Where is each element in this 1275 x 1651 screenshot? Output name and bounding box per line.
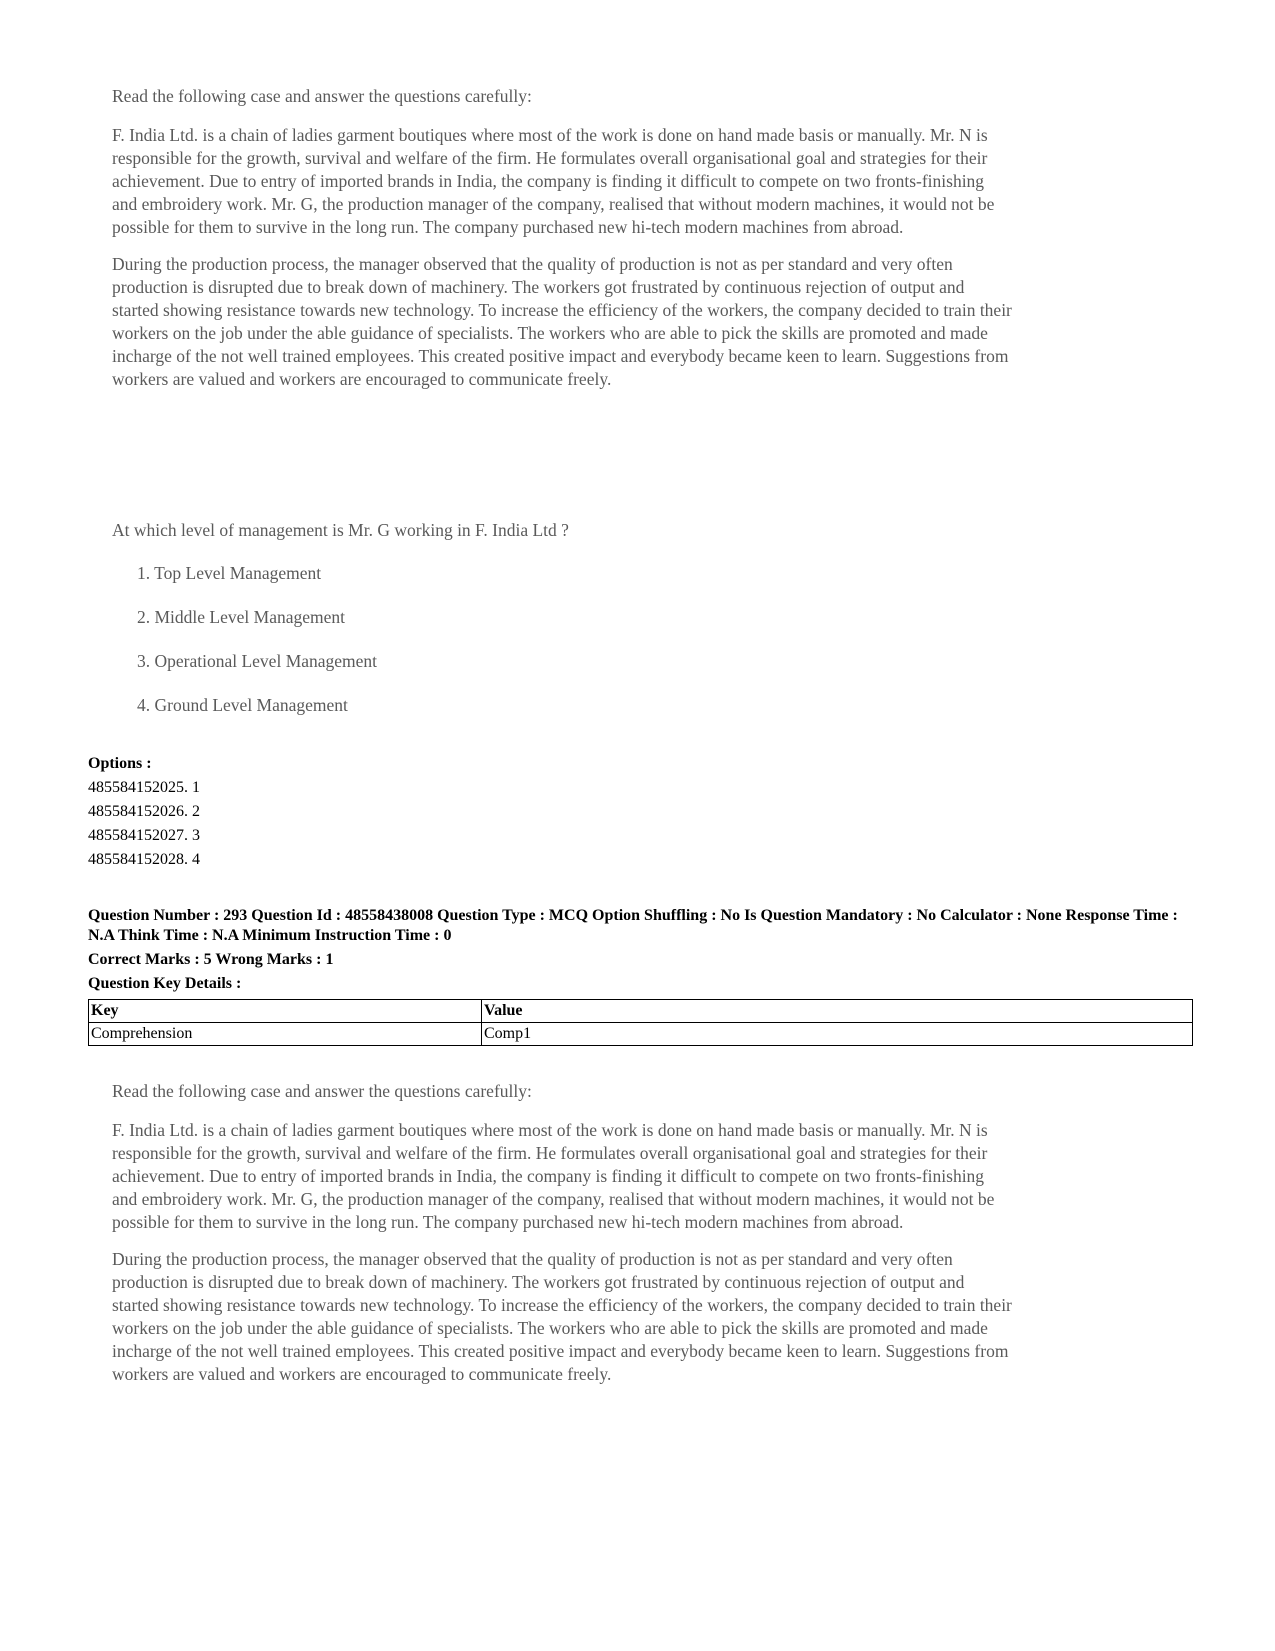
case-paragraph-1: F. India Ltd. is a chain of ladies garment boutiques where most of the work is done on hand made basis or manually. Mr. N is responsible for the growth, survival and welfare of the firm. He formulates overall organisational goal and strategies for their achievement. Due to entry of imported brands in India, the company is finding it difficult to compete on two fronts-finishing and embroidery work. Mr. G, the production manager of the company, realised that without modern machines, it would not be possible for them to survive in the long run. The company purchased new hi-tech modern machines from abroad. bbox=[112, 1120, 995, 1232]
marks-line: Correct Marks : 5 Wrong Marks : 1 bbox=[88, 951, 334, 968]
options-block bbox=[88, 752, 200, 872]
key-details-label: Question Key Details : bbox=[88, 975, 242, 992]
case-passage-image-1 bbox=[112, 85, 1012, 405]
case-heading: Read the following case and answer the questions carefully: bbox=[112, 86, 532, 106]
option-item: 485584152026. 2 bbox=[88, 803, 200, 820]
table-header-value: Value bbox=[482, 1000, 1193, 1023]
option-item: 485584152028. 4 bbox=[88, 851, 200, 868]
case-paragraph-1: F. India Ltd. is a chain of ladies garment boutiques where most of the work is done on hand made basis or manually. Mr. N is responsible for the growth, survival and welfare of the firm. He formulates overall organisational goal and strategies for their achievement. Due to entry of imported brands in India, the company is finding it difficult to compete on two fronts-finishing and embroidery work. Mr. G, the production manager of the company, realised that without modern machines, it would not be possible for them to survive in the long run. The company purchased new hi-tech modern machines from abroad. bbox=[112, 125, 995, 237]
table-header-key: Key bbox=[89, 1000, 482, 1023]
table-cell-key: Comprehension bbox=[89, 1023, 482, 1046]
question-image bbox=[112, 519, 1012, 738]
case-paragraph-2: During the production process, the manager observed that the quality of production is not as per standard and very often production is disrupted due to break down of machinery. The workers got frustrated by continuous rejection of output and started showing resistance towards new technology. To increase the efficiency of the workers, the company decided to train their workers on the job under the able guidance of specialists. The workers who are able to pick the skills are promoted and made incharge of the not well trained employees. This created positive impact and everybody became keen to learn. Suggestions from workers are valued and workers are encouraged to communicate freely. bbox=[112, 1249, 1012, 1384]
choice-item: 1. Top Level Management bbox=[137, 563, 322, 583]
case-passage-image-2 bbox=[112, 1080, 1012, 1400]
choice-item: 2. Middle Level Management bbox=[137, 607, 345, 627]
question-meta-line: Question Number : 293 Question Id : 48558438008 Question Type : MCQ Option Shuffling : No Is Question Mandatory : No Calculator : None Response Time : N.A Think Time : N.A Minimum Instruction Time : 0 bbox=[88, 907, 1178, 944]
option-item: 485584152025. 1 bbox=[88, 779, 200, 796]
option-item: 485584152027. 3 bbox=[88, 827, 200, 844]
case-heading: Read the following case and answer the questions carefully: bbox=[112, 1081, 532, 1101]
choice-item: 3. Operational Level Management bbox=[137, 651, 378, 671]
key-details-table bbox=[88, 999, 1193, 1046]
table-header-row bbox=[89, 1000, 1193, 1023]
options-label: Options : bbox=[88, 755, 152, 772]
choice-list bbox=[112, 562, 1012, 716]
question-text: At which level of management is Mr. G working in F. India Ltd ? bbox=[112, 520, 569, 540]
table-cell-value: Comp1 bbox=[482, 1023, 1193, 1046]
case-paragraph-2: During the production process, the manager observed that the quality of production is not as per standard and very often production is disrupted due to break down of machinery. The workers got frustrated by continuous rejection of output and started showing resistance towards new technology. To increase the efficiency of the workers, the company decided to train their workers on the job under the able guidance of specialists. The workers who are able to pick the skills are promoted and made incharge of the not well trained employees. This created positive impact and everybody became keen to learn. Suggestions from workers are valued and workers are encouraged to communicate freely. bbox=[112, 254, 1012, 389]
table-row bbox=[89, 1023, 1193, 1046]
choice-item: 4. Ground Level Management bbox=[137, 695, 348, 715]
